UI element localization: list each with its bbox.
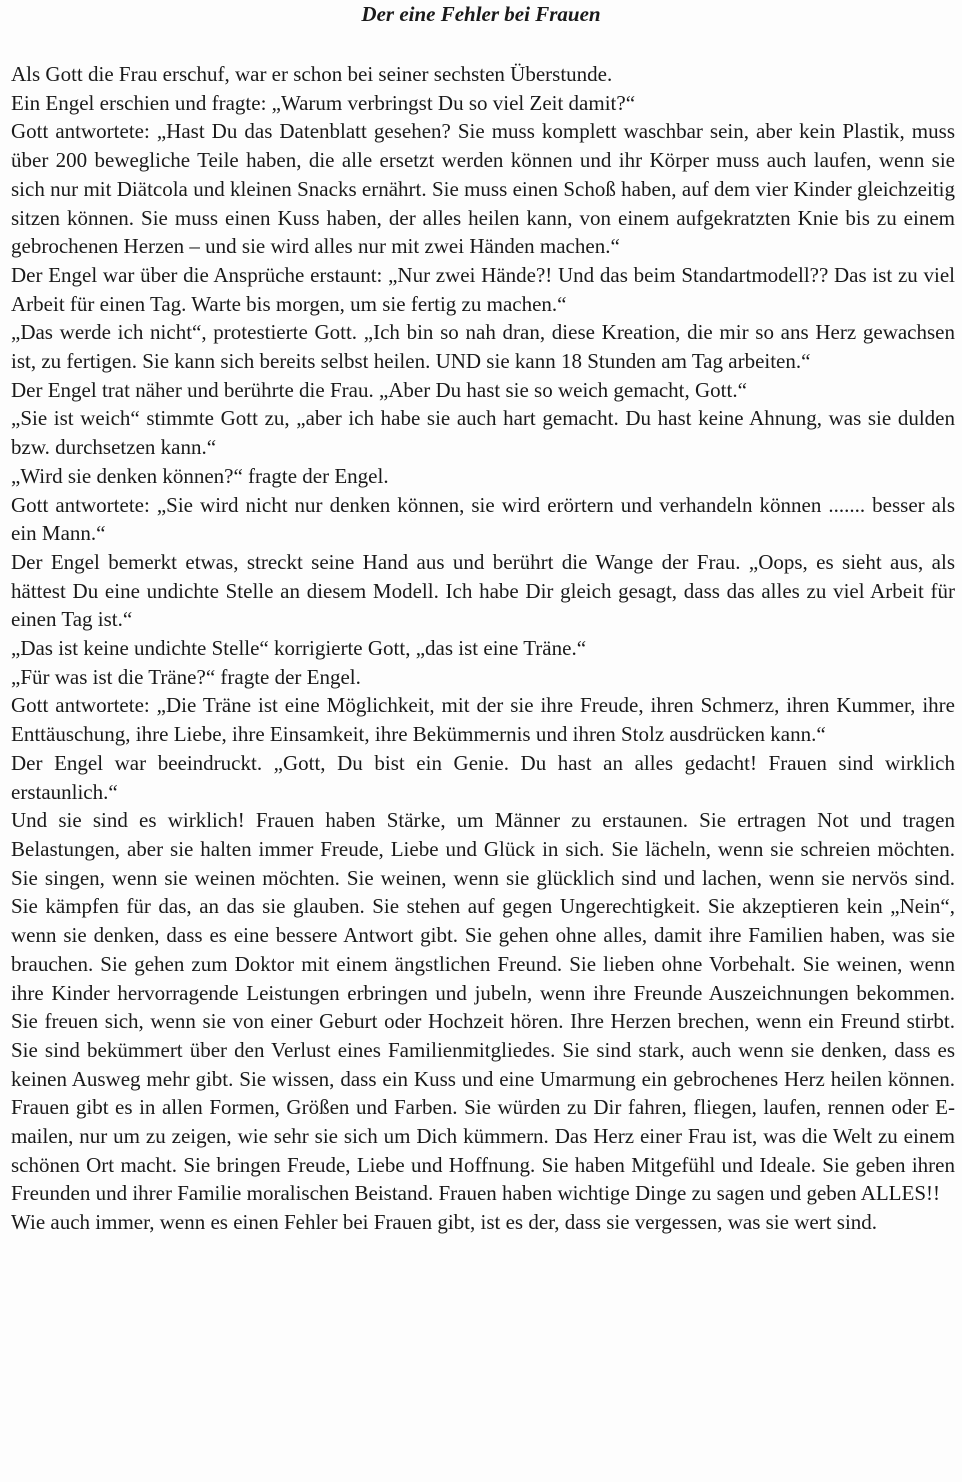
paragraph: Als Gott die Frau erschuf, war er schon bei seiner sechsten Überstunde. [11,62,613,86]
paragraph: Der Engel trat näher und berührte die Frau. „Aber Du hast sie so weich gemacht, Gott.“ [11,377,747,402]
paragraph: Ein Engel erschien und fragte: „Warum verbringst Du so viel Zeit damit?“ [11,90,636,115]
document-title: Der eine Fehler bei Frauen [361,2,601,26]
paragraph: „Für was ist die Träne?“ fragte der Engel. [11,664,361,689]
document-body [11,60,955,1237]
paragraph: Wie auch immer, wenn es einen Fehler bei Frauen gibt, ist es der, dass sie vergessen, was sie wert sind. [11,1210,878,1235]
paragraph: „Das werde ich nicht“, protestierte Gott. „Ich bin so nah dran, diese Kreation, die mir so ans Herz gewachsen ist, zu fertigen. Sie kann sich bereits selbst heilen. UND sie kann 18 Stunden am Tag arbeiten.“ [11,320,955,374]
paragraph: Gott antwortete: „Hast Du das Datenblatt gesehen? Sie muss komplett waschbar sein, aber kein Plastik, muss über 200 bewegliche Teile haben, die alle ersetzt werden können und ihr Körper muss auch laufen, wenn sie sich nur mit Diätcola und kleinen Snacks ernährt. Sie muss einen Schoß haben, auf dem vier Kinder gleichzeitig sitzen können. Sie muss einen Kuss haben, der alles heilen kann, von einem aufgekratzten Knie bis zu einem gebrochenen Herzen – und sie wird alles nur mit zwei Händen machen.“ [11,119,955,259]
paragraph: „Wird sie denken können?“ fragte der Engel. [11,463,389,488]
paragraph: „Das ist keine undichte Stelle“ korrigierte Gott, „das ist eine Träne.“ [11,636,587,661]
paragraph: Der Engel war beeindruckt. „Gott, Du bist ein Genie. Du hast an alles gedacht! Frauen sind wirklich erstaunlich.“ [11,750,955,804]
paragraph: Gott antwortete: „Die Träne ist eine Möglichkeit, mit der sie ihre Freude, ihren Schmerz, ihren Kummer, ihre Enttäuschung, ihre Liebe, ihre Einsamkeit, ihre Bekümmernis und ihren Stolz ausdrücken kann.“ [11,693,955,747]
paragraph: Und sie sind es wirklich! Frauen haben Stärke, um Männer zu erstaunen. Sie ertragen Not und tragen Belastungen, aber sie halten immer Freude, Liebe und Glück in sich. Sie lächeln, wenn sie schreien möchten. Sie singen, wenn sie weinen möchten. Sie weinen, wenn sie glücklich sind und lachen, wenn sie nervös sind. Sie kämpfen für das, an das sie glauben. Sie stehen auf gegen Ungerechtigkeit. Sie akzeptieren kein „Nein“, wenn sie denken, dass es eine bessere Antwort gibt. Sie gehen ohne alles, damit ihre Familien haben, was sie brauchen. Sie gehen zum Doktor mit einem ängstlichen Freund. Sie lieben ohne Vorbehalt. Sie weinen, wenn ihre Kinder hervorragende Leistungen erbringen und jubeln, wenn ihre Freunde Auszeichnungen bekommen. Sie freuen sich, wenn sie von einer Geburt oder Hochzeit hören. Ihre Herzen brechen, wenn ein Freund stirbt. Sie sind bekümmert über den Verlust eines Familienmitgliedes. Sie sind stark, auch wenn sie denken, dass es keinen Ausweg mehr gibt. Sie wissen, dass ein Kuss und eine Umarmung ein gebrochenes Herz heilen können. Frauen gibt es in allen Formen, Größen und Farben. Sie würden zu Dir fahren, fliegen, laufen, rennen oder E-mailen, nur um zu zeigen, wie sehr sie sich um Dich kümmern. Das Herz einer Frau ist, was die Welt zu einem schönen Ort macht. Sie bringen Freude, Liebe und Hoffnung. Sie haben Mitgefühl und Ideale. Sie geben ihren Freunden und ihrer Familie moralischen Beistand. Frauen haben wichtige Dinge zu sagen und geben ALLES!! [11,808,955,1206]
paragraph: Der Engel war über die Ansprüche erstaunt: „Nur zwei Hände?! Und das beim Standartmodell?? Das ist zu viel Arbeit für einen Tag. Warte bis morgen, um sie fertig zu machen.“ [11,262,955,316]
paragraph: „Sie ist weich“ stimmte Gott zu, „aber ich habe sie auch hart gemacht. Du hast keine Ahnung, was sie dulden bzw. durchsetzen kann.“ [11,406,955,460]
paragraph: Gott antwortete: „Sie wird nicht nur denken können, sie wird erörtern und verhandeln können ....... besser als ein Mann.“ [11,492,955,546]
paragraph: Der Engel bemerkt etwas, streckt seine Hand aus und berührt die Wange der Frau. „Oops, es sieht aus, als hättest Du eine undichte Stelle an diesem Modell. Ich habe Dir gleich gesagt, dass das alles zu viel Arbeit für einen Tag ist.“ [11,549,955,632]
